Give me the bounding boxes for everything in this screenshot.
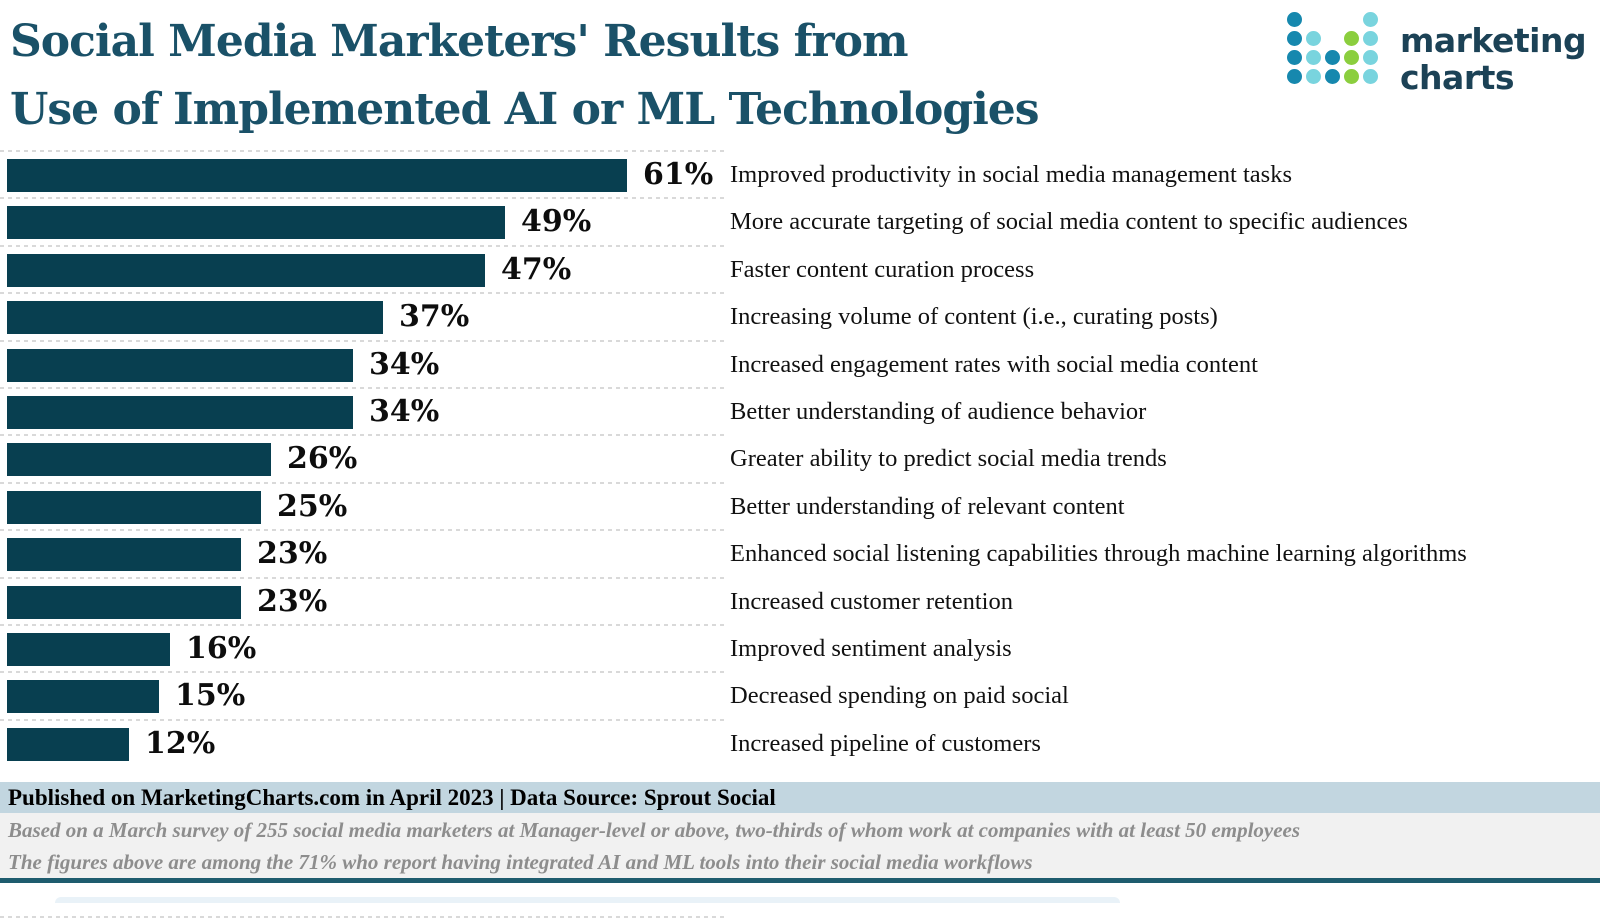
bar	[7, 159, 627, 192]
logo-dot-icon	[1287, 69, 1302, 84]
bar-category-label: Better understanding of relevant content	[730, 492, 1125, 520]
bar-row	[0, 482, 1600, 529]
published-text: Published on MarketingCharts.com in April 2023 | Data Source: Sprout Social	[8, 785, 776, 810]
row-separator	[0, 577, 727, 579]
bar-category-label: Faster content curation process	[730, 255, 1035, 283]
bar-row	[0, 434, 1600, 481]
bar	[7, 633, 170, 666]
bar	[7, 491, 261, 524]
bar-value-label: 15%	[175, 678, 246, 714]
logo-dot-icon	[1325, 69, 1340, 84]
logo-dot-icon	[1325, 50, 1340, 65]
bar	[7, 586, 241, 619]
bar-value-label: 61%	[643, 157, 714, 192]
row-separator	[0, 671, 727, 673]
marketing-charts-logo	[1287, 12, 1587, 102]
bar-row	[0, 150, 1600, 197]
row-separator	[0, 292, 727, 294]
bar-row	[0, 529, 1600, 576]
bar-category-label: Greater ability to predict social media trends	[730, 445, 1167, 473]
bar-value-label: 34%	[369, 346, 440, 382]
published-banner	[0, 782, 1600, 813]
page-title	[10, 8, 1190, 144]
bar	[7, 206, 505, 239]
page-title-line2: Use of Implemented AI or ML Technologies	[10, 84, 1039, 135]
bar	[7, 396, 353, 429]
logo-dot-icon	[1363, 12, 1378, 27]
bar-category-label: Increased engagement rates with social media content	[730, 350, 1258, 378]
logo-dot-icon	[1287, 31, 1302, 46]
bar	[7, 728, 129, 761]
logo-dot-icon	[1363, 69, 1378, 84]
bar-value-label: 37%	[399, 299, 470, 335]
bar-chart	[0, 150, 1600, 766]
bar-category-label: Increased customer retention	[730, 587, 1013, 615]
bar-value-label: 16%	[186, 630, 257, 666]
bar-row	[0, 340, 1600, 387]
row-separator	[0, 624, 727, 626]
bar-category-label: Improved productivity in social media management tasks	[730, 161, 1292, 188]
bar-category-label: Decreased spending on paid social	[730, 682, 1069, 710]
logo-wordmark	[1400, 22, 1586, 96]
bar-value-label: 23%	[257, 536, 328, 572]
bar-category-label: More accurate targeting of social media content to specific audiences	[730, 208, 1408, 236]
bar-value-label: 23%	[257, 583, 328, 619]
bar	[7, 538, 241, 571]
logo-dot-icon	[1287, 50, 1302, 65]
bar-row	[0, 197, 1600, 244]
logo-word-marketing: marketing	[1400, 21, 1587, 60]
bar-row	[0, 671, 1600, 718]
row-separator	[0, 387, 727, 389]
bar-value-label: 12%	[145, 725, 216, 761]
logo-dot-icon	[1344, 31, 1359, 46]
row-separator	[0, 245, 727, 247]
logo-dot-icon	[1287, 12, 1302, 27]
bar	[7, 443, 271, 476]
row-separator	[0, 529, 727, 531]
row-separator	[0, 150, 727, 152]
row-separator	[0, 482, 727, 484]
logo-dot-icon	[1306, 31, 1321, 46]
logo-dot-icon	[1363, 31, 1378, 46]
row-separator	[0, 340, 727, 342]
row-separator	[0, 434, 727, 436]
footnote-line2: The figures above are among the 71% who report having integrated AI and ML tools into their social media workflows	[8, 850, 1033, 874]
bar-value-label: 25%	[277, 488, 348, 524]
footnote-line1: Based on a March survey of 255 social media marketers at Manager-level or above, two-thirds of whom work at companies with at least 50 employees	[8, 818, 1301, 842]
bar-category-label: Improved sentiment analysis	[730, 634, 1012, 662]
logo-word-charts: charts	[1400, 58, 1515, 97]
bar-value-label: 49%	[521, 204, 592, 240]
bar	[7, 680, 159, 713]
bar-row	[0, 719, 1600, 766]
logo-dot-icon	[1344, 50, 1359, 65]
bar	[7, 349, 353, 382]
bar-category-label: Increased pipeline of customers	[730, 729, 1041, 757]
logo-dot-icon	[1306, 50, 1321, 65]
bar-category-label: Enhanced social listening capabilities through machine learning algorithms	[730, 540, 1467, 568]
page-title-line1: Social Media Marketers' Results from	[10, 16, 908, 67]
logo-dot-icon	[1344, 69, 1359, 84]
bar-row	[0, 387, 1600, 434]
bar-row	[0, 577, 1600, 624]
bar-row	[0, 292, 1600, 339]
bar-row	[0, 624, 1600, 671]
bar-value-label: 26%	[287, 441, 358, 477]
bar	[7, 254, 485, 287]
bar-value-label: 34%	[369, 393, 440, 429]
logo-dot-icon	[1363, 50, 1378, 65]
bar-value-label: 47%	[501, 251, 572, 287]
footnote-banner	[0, 813, 1600, 883]
bar	[7, 301, 383, 334]
row-separator	[0, 719, 727, 721]
row-separator	[0, 197, 727, 199]
bottom-edge-strip	[55, 897, 1120, 903]
logo-dot-icon	[1306, 69, 1321, 84]
bar-category-label: Better understanding of audience behavior	[730, 397, 1147, 425]
bar-category-label: Increasing volume of content (i.e., curating posts)	[730, 303, 1218, 331]
bar-row	[0, 245, 1600, 292]
